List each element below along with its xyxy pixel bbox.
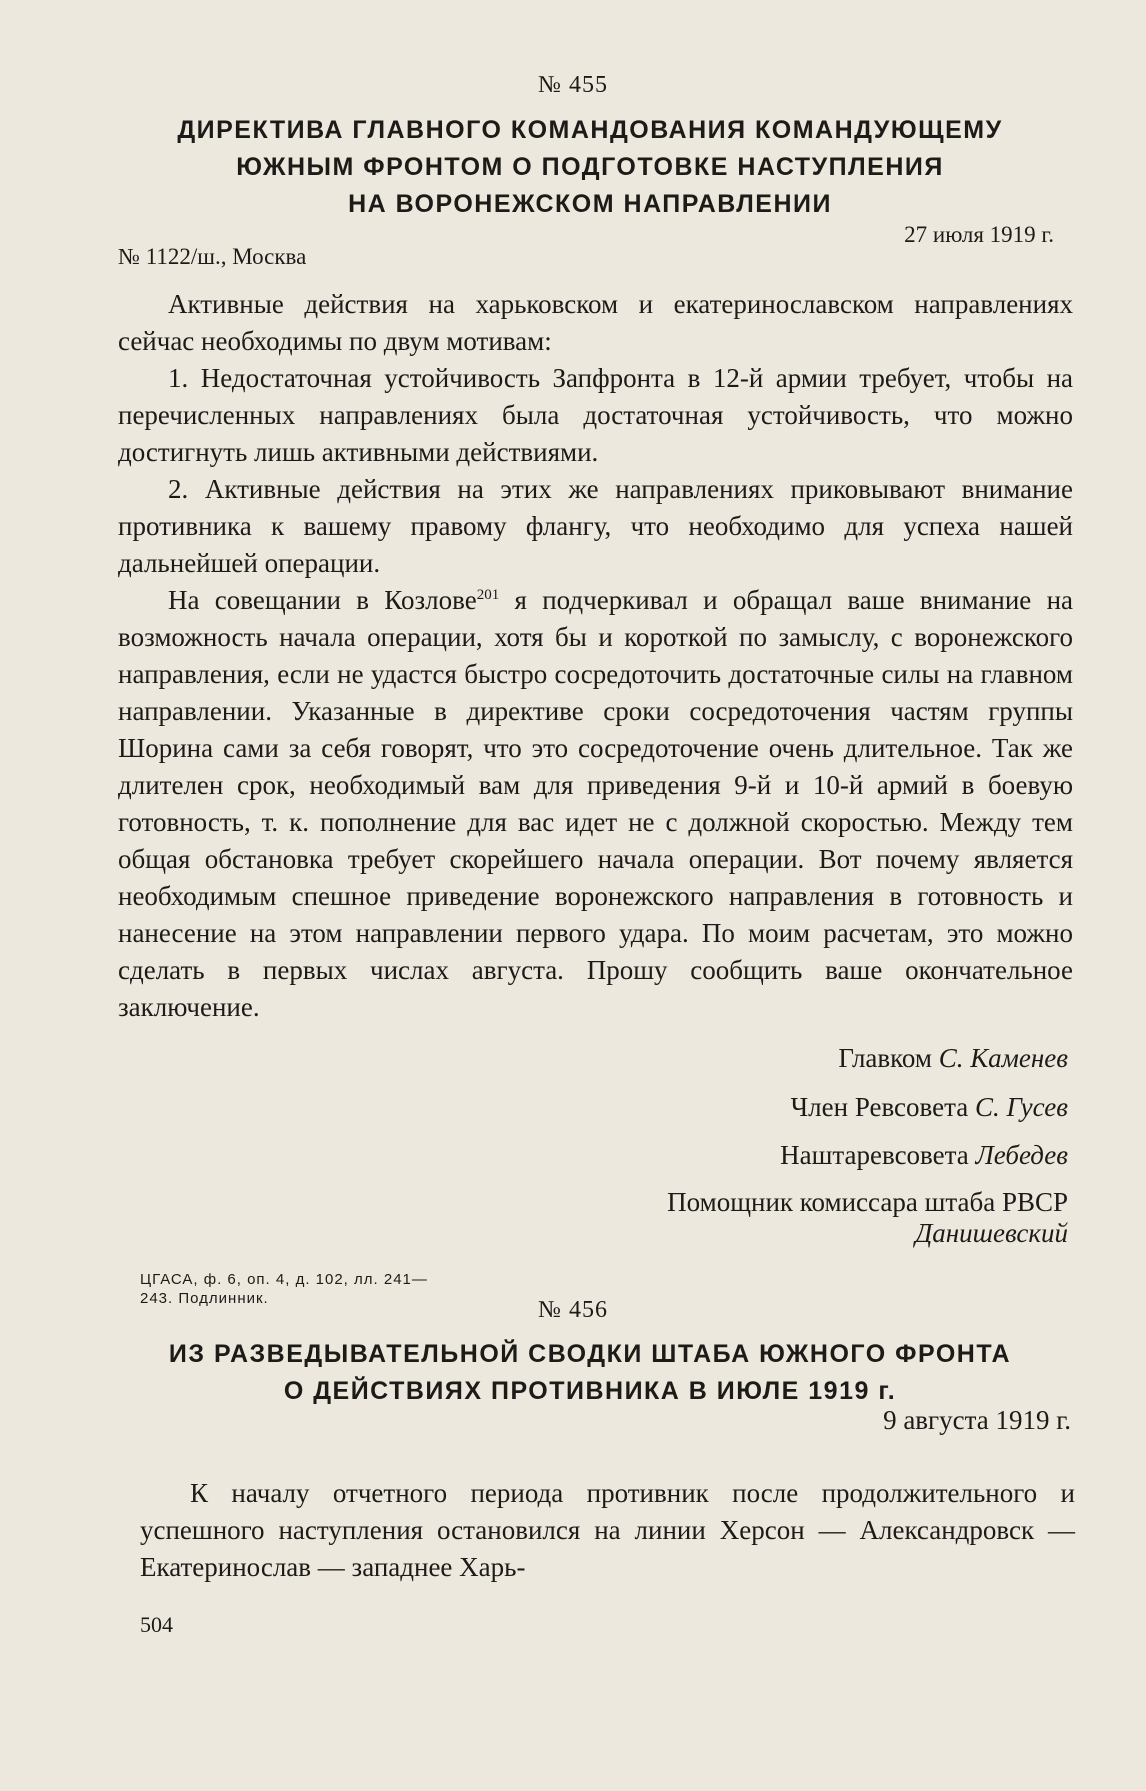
- source-line: 243. Подлинник.: [140, 1290, 269, 1307]
- document-title-456: [100, 1336, 1080, 1410]
- signature-role: Член Ревсовета: [790, 1092, 975, 1122]
- footnote-reference: 201: [476, 587, 500, 603]
- paragraph-text: На совещании в Козлове: [168, 585, 477, 615]
- document-number-455: № 455: [538, 72, 608, 98]
- signature-glavkom: [838, 1043, 1068, 1074]
- signature-assistant-commissar-name: [915, 1218, 1068, 1249]
- document-title-455: [100, 112, 1080, 223]
- signature-nashtarevsoveta: [780, 1140, 1068, 1171]
- document-date-455: 27 июля 1919 г.: [904, 222, 1054, 247]
- document-date-456: 9 августа 1919 г.: [883, 1405, 1071, 1435]
- title-line: ЮЖНЫМ ФРОНТОМ О ПОДГОТОВКЕ НАСТУПЛЕНИЯ: [236, 153, 944, 181]
- signature-assistant-commissar-role: Помощник комиссара штаба РВСР: [667, 1187, 1068, 1217]
- paragraph: 1. Недостаточная устойчивость Запфронта в 12-й армии требует, чтобы на перечисленных направлениях была достаточная устойчивость, что можно достигнуть лишь активными действиями.: [118, 363, 1073, 467]
- page-number: 504: [140, 1612, 173, 1637]
- title-line: ДИРЕКТИВА ГЛАВНОГО КОМАНДОВАНИЯ КОМАНДУЮЩЕМУ: [177, 116, 1003, 144]
- source-line: ЦГАСА, ф. 6, оп. 4, д. 102, лл. 241—: [140, 1271, 428, 1288]
- signature-name: Лебедев: [975, 1140, 1068, 1170]
- signature-name: С. Гусев: [974, 1092, 1068, 1122]
- title-line: ИЗ РАЗВЕДЫВАТЕЛЬНОЙ СВОДКИ ШТАБА ЮЖНОГО ФРОНТА: [168, 1340, 1012, 1368]
- signature-name: Данишевский: [915, 1218, 1068, 1248]
- paragraph: Активные действия на харьковском и екатеринославском направлениях сейчас необходимы по двум мотивам:: [118, 289, 1073, 356]
- document-body-456: [140, 1475, 1075, 1586]
- title-line: НА ВОРОНЕЖСКОМ НАПРАВЛЕНИИ: [348, 190, 832, 218]
- paragraph: 2. Активные действия на этих же направлениях приковывают внимание противника к вашему правому флангу, что необходимо для успеха нашей дальнейшей операции.: [118, 474, 1073, 578]
- signature-revsovet-member: [791, 1092, 1068, 1123]
- document-body-455: [118, 286, 1073, 1026]
- signature-role: Главком: [838, 1043, 939, 1073]
- signature-name: С. Каменев: [938, 1043, 1068, 1073]
- paragraph-text: я подчеркивал и обращал ваше внимание на возможность начала операции, хотя бы и короткой по замыслу, с воронежского направления, если не удастся быстро сосредоточить достаточные силы на главном направлении. Указанные в директиве сроки сосредоточения частям группы Шорина сами за себя говорят, что это сосредоточение очень длительное. Так же длителен срок, необходимый вам для приведения 9-й и 10-й армий в боевую готовность, т. к. пополнение для вас идет не с должной скоростью. Между тем общая обстановка требует скорейшего начала операции. Вот почему является необходимым спешное приведение воронежского направления в готовность и нанесение на этом направлении первого удара. По моим расчетам, это можно сделать в первых числах августа. Прошу сообщить ваше окончательное заключение.: [118, 585, 1074, 1022]
- title-line: О ДЕЙСТВИЯХ ПРОТИВНИКА В ИЮЛЕ 1919 г.: [283, 1377, 897, 1405]
- document-reference: № 1122/ш., Москва: [118, 244, 307, 269]
- paragraph: [118, 582, 1073, 1026]
- document-number-456: № 456: [538, 1297, 608, 1323]
- paragraph: К началу отчетного периода противник после продолжительного и успешного наступления остановился на линии Херсон — Александровск — Екатеринослав — западнее Харь-: [140, 1478, 1075, 1582]
- signature-role: Наштаревсовета: [780, 1140, 976, 1170]
